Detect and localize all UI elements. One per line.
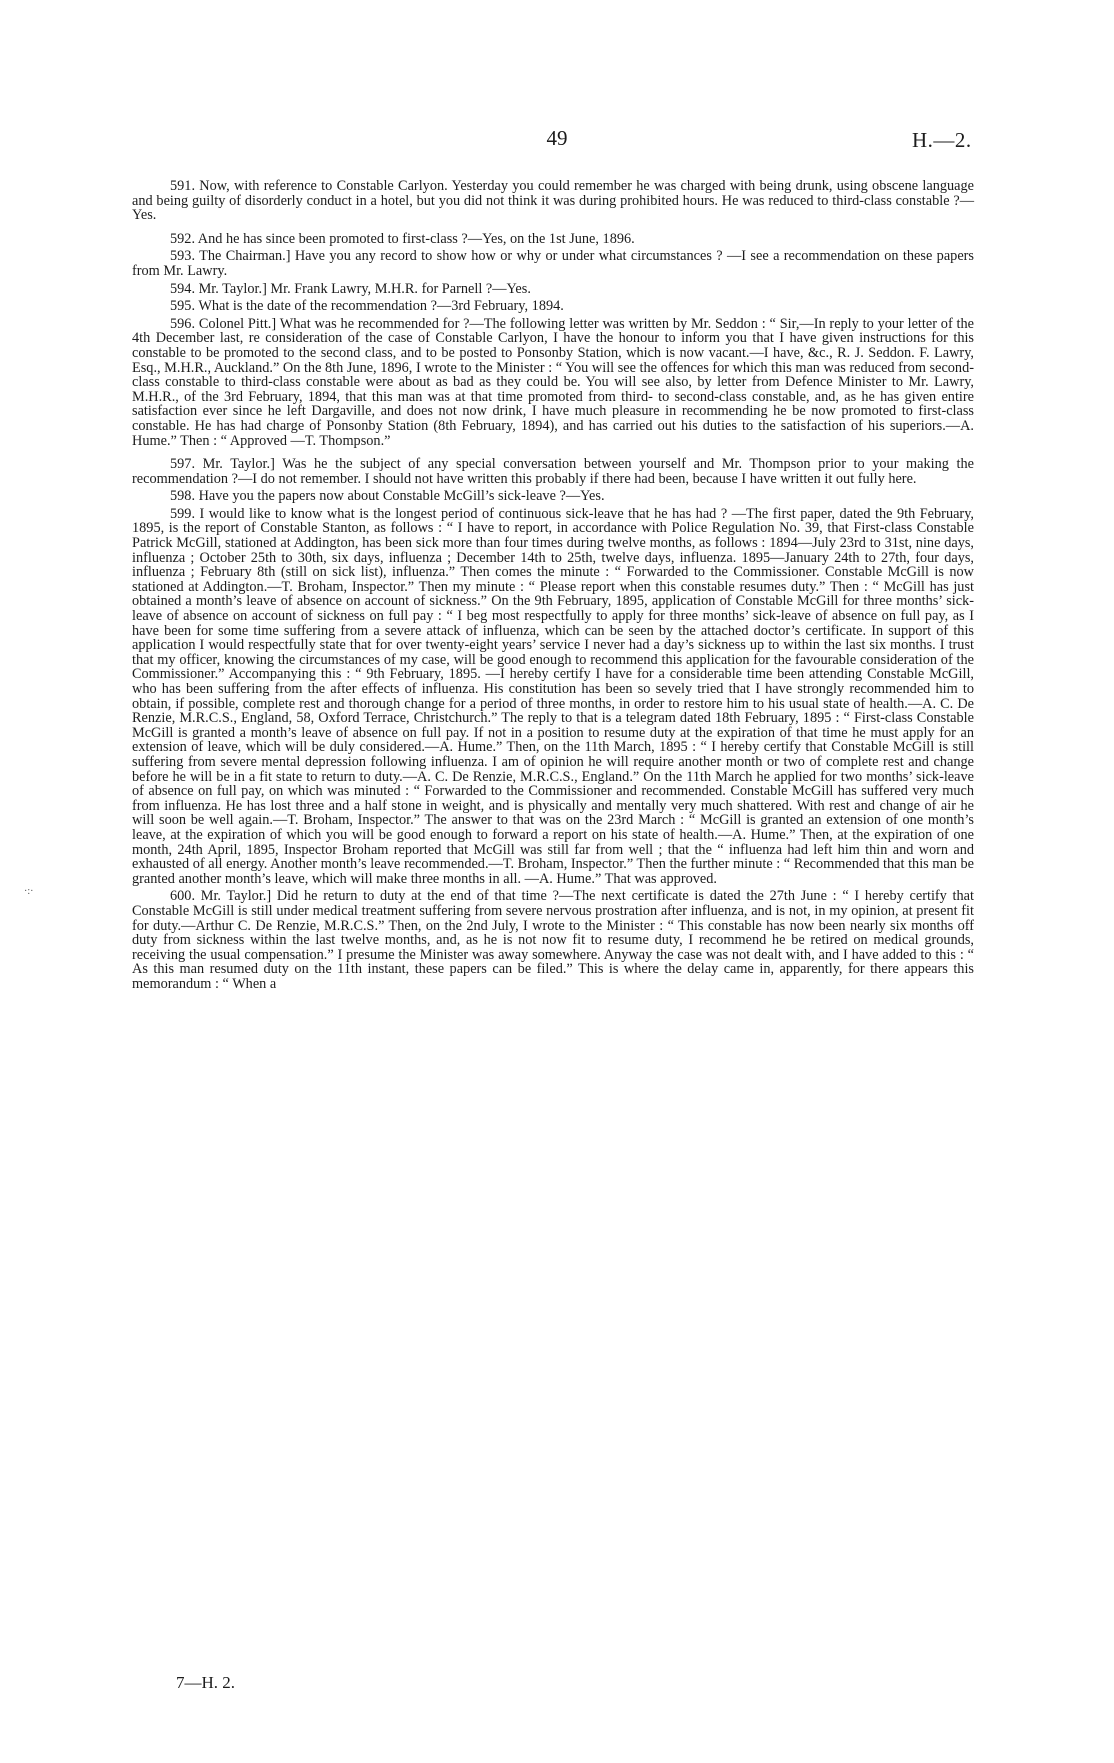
paragraph-594: 594. Mr. Taylor.] Mr. Frank Lawry, M.H.R. for Parnell ?—Yes. <box>170 280 531 297</box>
document-reference: H.—2. <box>912 128 972 152</box>
page-number: 49 <box>546 126 568 150</box>
paragraph-598: 598. Have you the papers now about Constable McGill’s sick-leave ?—Yes. <box>170 488 605 505</box>
paragraph-593: 593. The Chairman.] Have you any record to show how or why or under what circumstances ? —I see a recommendation on these papers from Mr. Lawry. <box>132 248 974 279</box>
paragraph-591: 591. Now, with reference to Constable Carlyon. Yesterday you could remember he was charged with being drunk, using obscene language and being guilty of disorderly conduct in a hotel, but you did not think it was during prohibited hours. He was reduced to third-class constable ?—Yes. <box>132 178 974 224</box>
paragraph-595: 595. What is the date of the recommendation ?—3rd February, 1894. <box>170 298 564 315</box>
body-text <box>132 170 974 994</box>
paragraph-592: 592. And he has since been promoted to first-class ?—Yes, on the 1st June, 1896. <box>170 230 635 247</box>
paragraph-599: 599. I would like to know what is the longest period of continuous sick-leave that he has had ? —The first paper, dated the 9th February, 1895, is the report of Constable Stanton, as follows : “ I have to report, in accordance with Police Regulation No. 39, that First-class Constable Patrick McGill, stationed at Addington, has been sick more than four times during twelve months, as follows : 1894—July 23rd to 31st, nine days, influenza ; October 25th to 30th, six days, influenza ; December 14th to 25th, twelve days, influenza. 1895—January 24th to 27th, four days, influenza ; February 8th (still on sick list), influenza.” Then comes the minute : “ Forwarded to the Commissioner. Constable McGill is now stationed at Addington.—T. Broham, Inspector.” Then my minute : “ Please report when this constable resumes duty.” Then : “ McGill has just obtained a month’s leave of absence on account of sickness.” On the 9th February, 1895, application of Constable McGill for three months’ sick-leave of absence on account of sickness on full pay : “ I beg most respectfully to apply for three months’ sick-leave of absence on full pay, as I have been for some time suffering from a severe attack of influenza, which can be seen by the attached doctor’s certificate. In support of this application I would respectfully state that for over twenty-eight years’ service I never had a day’s sickness up to within the last six months. I trust that my officer, knowing the circumstances of my case, will be good enough to recommend this application for the favourable consideration of the Commissioner.” Accompanying this : “ 9th February, 1895. —I hereby certify I have for a considerable time been attending Constable McGill, who has been suffering from the after effects of influenza. His constitution has been so sevely tried that I have strongly recommended him to obtain, if possible, complete rest and thorough change for a period of three months, in order to restore him to his usual state of health.—A. C. De Renzie, M.R.C.S., England, 58, Oxford Terrace, Christchurch.” The reply to that is a telegram dated 18th February, 1895 : “ First-class Constable McGill is granted a month’s leave of absence on full pay. If not in a position to resume duty at the expiration of that time he must apply for an extension of leave, which will be duly considered.—A. Hume.” Then, on the 11th March, 1895 : “ I hereby certify that Constable McGill is still suffering from severe mental depression following influenza. I am of opinion he will require another month or two of complete rest and change before he will be in a fit state to return to duty.—A. C. De Renzie, M.R.C.S., England.” On the 11th March he applied for two months’ sick-leave of absence on full pay, on which was minuted : “ Forwarded to the Commissioner and recommended. Constable McGill has suffered very much from influenza. He has lost three and a half stone in weight, and is physically and mentally very much shattered. With rest and change of air he will soon be well again.—T. Broham, Inspector.” The answer to that was on the 23rd March : “ McGill is granted an extension of one month’s leave, at the expiration of which you will be good enough to forward a report on his state of health.—A. Hume.” Then, at the expiration of one month, 24th April, 1895, Inspector Broham reported that McGill was still far from well ; that the “ influenza had left him thin and worn and exhausted of all energy. Another month’s leave recommended.—T. Broham, Inspector.” Then the further minute : “ Recommended that this man be granted another month’s leave, which will make three months in all. —A. Hume.” That was approved. <box>132 505 974 887</box>
paragraph-596: 596. Colonel Pitt.] What was he recommended for ?—The following letter was written by Mr. Seddon : “ Sir,—In reply to your letter of the 4th December last, re consideration of the case of Constable Carlyon, I have the honour to inform you that I have given instructions for this constable to be promoted to the second class, and to be posted to Ponsonby Station, which is now vacant.—I have, &c., R. J. Seddon. F. Lawry, Esq., M.H.R., Auckland.” On the 8th June, 1896, I wrote to the Minister : “ You will see the offences for which this man was reduced from second-class constable to third-class constable were about as bad as they could be. You will see also, by letter from Defence Minister to Mr. Lawry, M.H.R., of the 3rd February, 1894, that this man was at that time promoted from third- to second-class constable, and, as he has given entire satisfaction ever since he left Dargaville, and does not now drink, I have much pleasure in recommending he be now promoted to first-class constable. He has had charge of Ponsonby Station (8th February, 1894), and has carried out his duties to the satisfaction of his superiors.—A. Hume.” Then : “ Approved —T. Thompson.” <box>132 315 974 449</box>
paragraph-597: 597. Mr. Taylor.] Was he the subject of any special conversation between yourself and Mr. Thompson prior to your making the recommendation ?—I do not remember. I should not have written this probably if there had been, because I have written it out fully here. <box>132 456 974 487</box>
signature-mark: 7—H. 2. <box>176 1673 236 1692</box>
margin-mark: ·:· <box>24 886 34 897</box>
paragraph-600: 600. Mr. Taylor.] Did he return to duty at the end of that time ?—The next certificate is dated the 27th June : “ I hereby certify that Constable McGill is still under medical treatment suffering from severe nervous prostration after influenza, and is not, in my opinion, at present fit for duty.—Arthur C. De Renzie, M.R.C.S.” Then, on the 2nd July, I wrote to the Minister : “ This constable has now been nearly six months off duty from sickness within the last twelve months, and, as he is not now fit to resume duty, I recommend he be retired on medical grounds, receiving the usual compensation.” I presume the Minister was away somewhere. Anyway the case was not dealt with, and I have added to this : “ As this man resumed duty on the 11th instant, these papers can be filed.” This is where the delay came in, apparently, for there appears this memorandum : “ When a <box>132 888 974 992</box>
